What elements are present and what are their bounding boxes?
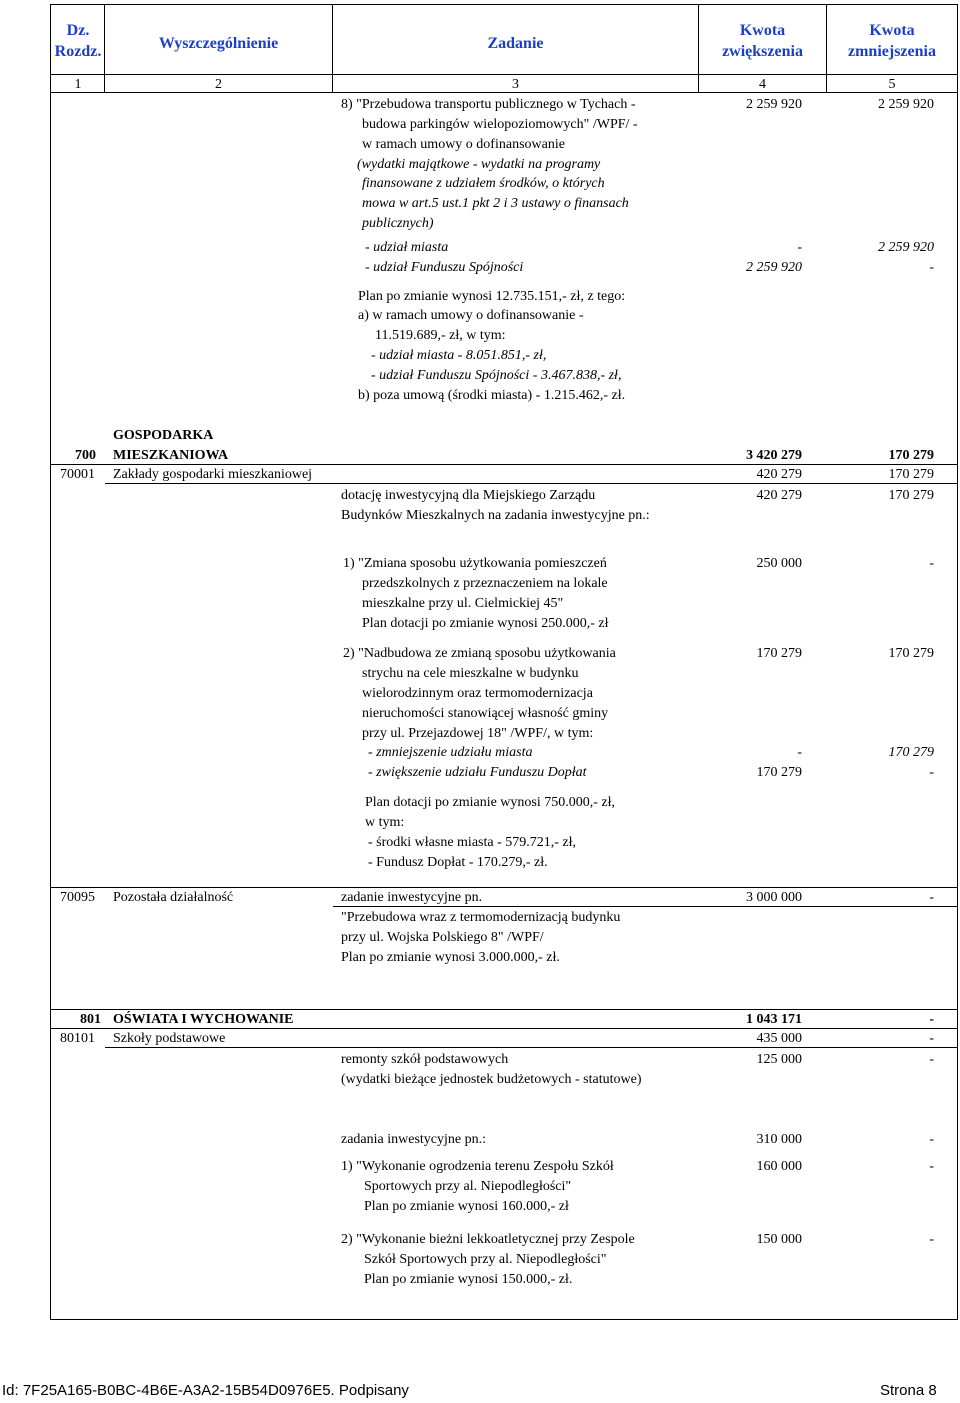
task-line: zadanie inwestycyjne pn. [341,890,483,905]
task-increase: 310 000 [756,1132,802,1147]
plan-detail: - udział miasta - 8.051.851,- zł, [371,348,547,363]
item-sub-label: - zwiększenie udziału Funduszu Dopłat [368,765,587,780]
task-note: (wydatki majątkowe - wydatki na programy [357,157,601,172]
item-line: wielorodzinnym oraz termomodernizacja [362,686,593,701]
task-line: dotację inwestycyjną dla Miejskiego Zarządu [341,488,596,503]
item-line: strychu na cele mieszkalne w budynku [362,666,579,681]
task-line: "Przebudowa wraz z termomodernizacją budynku [341,910,621,925]
item-increase: 170 279 [756,646,802,661]
section-decrease: - [929,1012,934,1027]
header-col4: Kwota zwiększenia [722,22,803,60]
item-decrease: 170 279 [888,646,934,661]
header-col5: Kwota zmniejszenia [848,22,936,60]
item-sub-increase: 170 279 [756,765,802,780]
item-increase: 250 000 [756,556,802,571]
task-line: Budynków Mieszkalnych na zadania inwestycyjne pn.: [341,508,650,523]
item-decrease: - [929,1159,934,1174]
item-increase: 150 000 [756,1232,802,1247]
plan-line: 11.519.689,- zł, w tym: [375,328,506,343]
item-plan: - Fundusz Dopłat - 170.279,- zł. [368,855,548,870]
chapter-line [105,483,958,484]
item-decrease: - [929,1232,934,1247]
share-fund-decrease: - [929,260,934,275]
item-decrease: - [929,556,934,571]
item-line: nieruchomości stanowiącej własność gminy [362,706,609,721]
chapter-code: 70095 [60,890,95,905]
chapter-name: Szkoły podstawowe [113,1031,226,1046]
plan-line: b) poza umową (środki miasta) - 1.215.462,- zł. [358,388,626,403]
border-right [957,4,958,1320]
col-number-4: 4 [759,77,766,92]
chapter-line [105,1047,958,1048]
section-decrease: 170 279 [888,448,934,463]
chapter-code: 70001 [60,467,95,482]
task-line: Plan po zmianie wynosi 3.000.000,- zł. [341,950,560,965]
section-increase: 1 043 171 [746,1012,802,1027]
share-fund-label: - udział Funduszu Spójności [365,260,524,275]
underline [333,906,958,907]
border-left [50,4,51,1320]
task-line: (wydatki bieżące jednostek budżetowych - statutowe) [341,1072,642,1087]
section-code: 801 [80,1012,101,1027]
task-line: w ramach umowy o dofinansowanie [362,137,565,152]
item-line: 2) "Wykonanie bieżni lekkoatletycznej przy Zespole [341,1232,635,1247]
share-fund-increase: 2 259 920 [746,260,802,275]
amount-increase: 2 259 920 [746,97,802,112]
chapter-increase: 435 000 [756,1031,802,1046]
header-col2: Wyszczególnienie [158,35,279,52]
item-line: mieszkalne przy ul. Cielmickiej 45" [362,596,564,611]
page-number: Strona 8 [880,1382,937,1399]
item-line: 1) "Zmiana sposobu użytkowania pomieszczeń [343,556,607,571]
plan-detail: - udział Funduszu Spójności - 3.467.838,- zł, [371,368,622,383]
header-col3: Zadanie [487,35,544,52]
item-line: Sportowych przy al. Niepodległości" [364,1179,572,1194]
share-city-label: - udział miasta [365,240,449,255]
section-name: OŚWIATA I WYCHOWANIE [113,1012,294,1027]
plan-line: Plan po zmianie wynosi 12.735.151,- zł, z tego: [358,289,626,304]
task-line: zadania inwestycyjne pn.: [341,1132,487,1147]
task-increase: 125 000 [756,1052,802,1067]
col-number-2: 2 [215,77,222,92]
header-col1: Dz. Rozdz. [54,22,102,60]
task-increase: 420 279 [756,488,802,503]
task-line: 8) "Przebudowa transportu publicznego w Tychach - [341,97,636,112]
col-number-1: 1 [74,77,82,92]
plan-line: a) w ramach umowy o dofinansowanie - [358,308,584,323]
chapter-decrease: - [929,890,934,905]
task-decrease: - [929,1052,934,1067]
item-plan: w tym: [365,815,405,830]
chapter-code: 80101 [60,1031,95,1046]
task-note: mowa w art.5 ust.1 pkt 2 i 3 ustawy o finansach [362,196,629,211]
border-bottom [50,1319,958,1320]
chapter-increase: 3 000 000 [746,890,802,905]
task-line: przy ul. Wojska Polskiego 8" /WPF/ [341,930,544,945]
document-id: Id: 7F25A165-B0BC-4B6E-A3A2-15B54D0976E5. Podpisany [2,1382,409,1399]
item-line: przedszkolnych z przeznaczeniem na lokale [362,576,608,591]
chapter-increase: 420 279 [756,467,802,482]
task-note: finansowane z udziałem środków, o których [362,176,605,191]
item-sub-increase: - [797,745,802,760]
task-line: budowa parkingów wielopoziomowych" /WPF/ - [362,117,638,132]
item-line: Plan dotacji po zmianie wynosi 250.000,- zł [362,616,609,631]
item-sub-decrease: 170 279 [888,745,934,760]
item-line: 1) "Wykonanie ogrodzenia terenu Zespołu Szkół [341,1159,614,1174]
item-sub-label: - zmniejszenie udziału miasta [368,745,533,760]
share-city-decrease: 2 259 920 [878,240,934,255]
border-top [50,4,958,5]
share-city-increase: - [797,240,802,255]
task-decrease: - [929,1132,934,1147]
item-line: Plan po zmianie wynosi 160.000,- zł [364,1199,569,1214]
item-line: Szkół Sportowych przy al. Niepodległości" [364,1252,607,1267]
chapter-decrease: - [929,1031,934,1046]
section-name: GOSPODARKA [113,428,214,443]
chapter-decrease: 170 279 [888,467,934,482]
item-line: 2) "Nadbudowa ze zmianą sposobu użytkowania [343,646,616,661]
item-increase: 160 000 [756,1159,802,1174]
item-plan: - środki własne miasta - 579.721,- zł, [368,835,577,850]
section-increase: 3 420 279 [746,448,802,463]
item-plan: Plan dotacji po zmianie wynosi 750.000,- zł, [365,795,616,810]
item-line: Plan po zmianie wynosi 150.000,- zł. [364,1272,573,1287]
task-line: remonty szkół podstawowych [341,1052,509,1067]
item-sub-decrease: - [929,765,934,780]
amount-decrease: 2 259 920 [878,97,934,112]
item-line: przy ul. Przejazdowej 18" /WPF/, w tym: [362,726,594,741]
task-note: publicznych) [362,216,434,231]
section-name: MIESZKANIOWA [113,448,229,463]
section-code: 700 [75,448,96,463]
chapter-name: Pozostała działalność [113,890,234,905]
col-number-5: 5 [888,77,896,92]
task-decrease: 170 279 [888,488,934,503]
col-number-3: 3 [512,77,519,92]
chapter-name: Zakłady gospodarki mieszkaniowej [113,467,313,482]
